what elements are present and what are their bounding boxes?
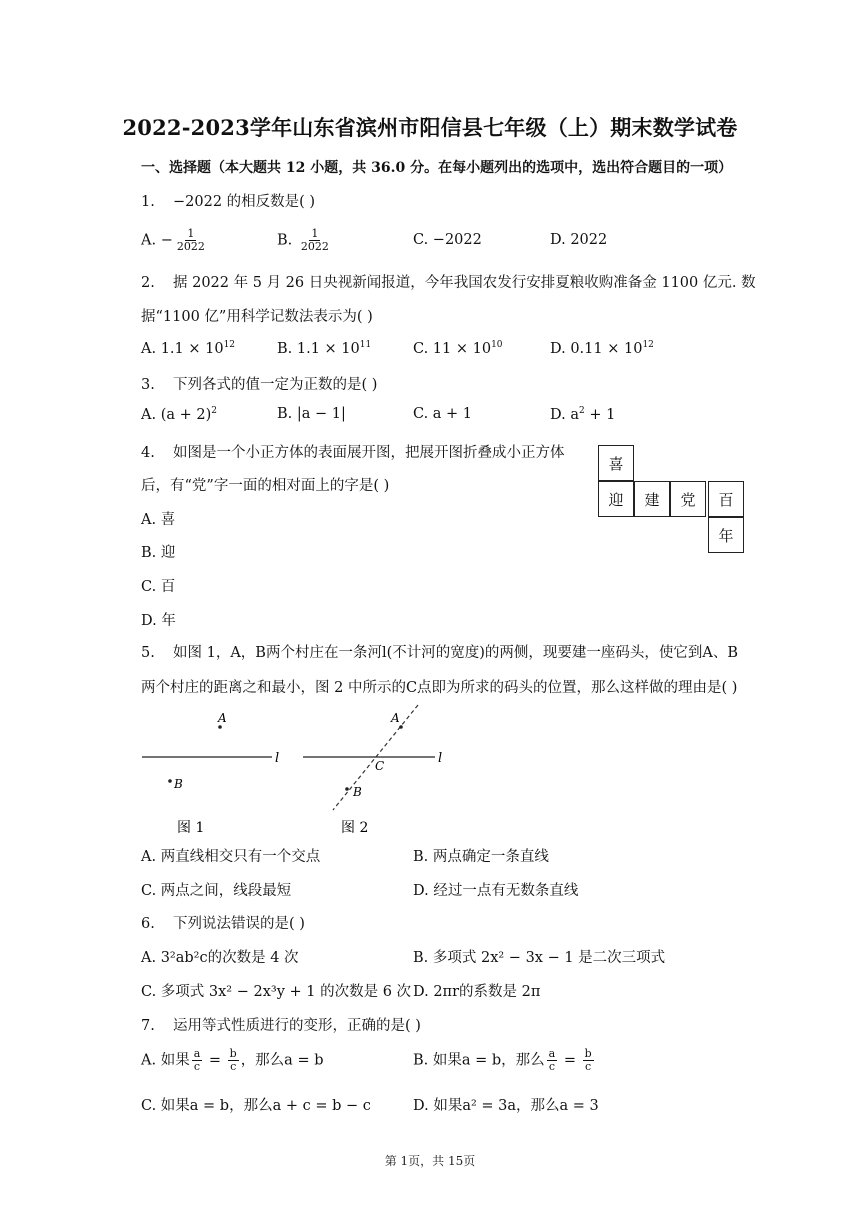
fraction (228, 1048, 239, 1073)
question-number: 2. (141, 275, 155, 291)
question-6 (141, 912, 305, 933)
option-a[interactable] (141, 228, 209, 253)
question-stem-line2: 据“1100 亿”用科学记数法表示为( ) (141, 309, 373, 325)
numerator: b (584, 1047, 592, 1060)
exponent: 10 (491, 340, 503, 350)
net-cell-dang: 党 (670, 481, 706, 517)
option-text-rest: + 1 (584, 406, 616, 423)
question-2 (141, 271, 756, 292)
question-4 (141, 441, 565, 462)
section-heading: 一、选择题（本大题共 12 小题，共 36.0 分。在每小题列出的选项中，选出符合题目的一项） (141, 160, 733, 176)
question-7 (141, 1014, 421, 1035)
option-b[interactable]: B. |a − 1| (277, 406, 346, 422)
option-label: A. − (141, 232, 173, 249)
net-cell-ying: 迎 (598, 481, 634, 517)
question-stem-line1: 据 2022 年 5 月 26 日央视新闻报道，今年我国农发行安排夏粮收购准备金 1100 亿元. 数 (173, 275, 756, 291)
net-cell-nian: 年 (708, 517, 744, 553)
fig1-label-l: l (275, 751, 280, 766)
denominator: c (193, 1060, 201, 1073)
denominator: c (585, 1060, 592, 1073)
question-stem: 下列各式的值一定为正数的是( ) (173, 377, 378, 393)
fig2-caption: 图 2 (341, 820, 369, 836)
option-b[interactable] (277, 340, 371, 357)
option-d[interactable]: D. 年 (141, 613, 176, 629)
option-d[interactable]: D. 如果a² = 3a，那么a = 3 (413, 1098, 599, 1114)
equals: = (559, 1052, 581, 1069)
question-number: 1. (141, 194, 155, 210)
question-number: 6. (141, 916, 155, 932)
option-a[interactable] (141, 406, 217, 423)
fig2-label-l: l (438, 751, 443, 766)
numerator: b (229, 1047, 237, 1060)
option-text: D. 0.11 × 10 (550, 340, 643, 357)
exponent: 12 (223, 340, 236, 350)
page-title: 2022-2023学年山东省滨州市阳信县七年级（上）期末数学试卷 (122, 115, 738, 140)
net-cell-jian: 建 (634, 481, 670, 517)
question-stem-line2: 后，有“党”字一面的相对面上的字是( ) (141, 478, 390, 494)
option-d[interactable] (550, 406, 615, 423)
net-cell-bai: 百 (708, 481, 744, 517)
option-a[interactable]: A. 两直线相交只有一个交点 (141, 849, 321, 865)
fig2-label-a: A (391, 711, 400, 725)
exponent: 2 (578, 406, 585, 416)
option-label: B. (277, 232, 297, 249)
question-stem: −2022 的相反数是( ) (173, 194, 316, 210)
option-d[interactable]: D. 2022 (550, 232, 608, 248)
question-stem-line2: 两个村庄的距离之和最小，图 2 中所示的C点即为所求的码头的位置，那么这样做的理由是( ) (141, 680, 738, 696)
denominator: c (230, 1060, 237, 1073)
fraction (547, 1048, 558, 1073)
question-5 (141, 641, 738, 662)
question-number: 7. (141, 1018, 155, 1034)
fraction (583, 1048, 594, 1073)
denominator: 2022 (176, 240, 205, 253)
question-3 (141, 373, 377, 394)
option-b[interactable] (413, 1048, 596, 1073)
question-number: 5. (141, 645, 155, 661)
fig1-point-b (168, 779, 172, 783)
numerator: 1 (187, 227, 195, 240)
numerator: a (548, 1047, 556, 1060)
numerator: a (193, 1047, 201, 1060)
option-c[interactable] (413, 340, 503, 357)
numerator: 1 (311, 227, 319, 240)
question-number: 3. (141, 377, 155, 393)
fraction (299, 228, 331, 253)
question-stem: 下列说法错误的是( ) (173, 916, 305, 932)
option-c[interactable]: C. 多项式 3x² − 2x³y + 1 的次数是 6 次 (141, 984, 412, 1000)
option-text: D. a (550, 406, 579, 423)
option-c[interactable]: C. −2022 (413, 232, 482, 248)
fig2-point-b (345, 787, 349, 791)
option-b[interactable]: B. 两点确定一条直线 (413, 849, 549, 865)
option-text: C. 11 × 10 (413, 340, 492, 357)
question-stem: 运用等式性质进行的变形，正确的是( ) (173, 1018, 421, 1034)
river-figures (135, 700, 455, 840)
exponent: 2 (211, 406, 217, 416)
fig1-point-a (218, 725, 222, 729)
exponent: 11 (359, 340, 372, 350)
fig1-caption: 图 1 (177, 820, 205, 836)
option-c[interactable]: C. a + 1 (413, 406, 473, 422)
option-text: B. 如果a = b，那么 (413, 1052, 545, 1069)
fig2-label-c: C (375, 759, 385, 773)
fig1-label-b: B (174, 777, 183, 791)
exponent: 12 (642, 340, 654, 350)
option-d[interactable]: D. 经过一点有无数条直线 (413, 883, 579, 899)
option-c[interactable]: C. 两点之间，线段最短 (141, 883, 292, 899)
option-text: A. (a + 2) (141, 406, 212, 423)
option-c[interactable]: C. 百 (141, 579, 176, 595)
fraction (175, 228, 207, 253)
fig2-point-a (399, 725, 403, 729)
denominator: c (548, 1060, 556, 1073)
option-a[interactable] (141, 340, 235, 357)
equals: = (204, 1052, 226, 1069)
option-text: A. 如果 (141, 1052, 190, 1069)
question-stem-line1: 如图是一个小正方体的表面展开图，把展开图折叠成小正方体 (173, 445, 565, 461)
question-number: 4. (141, 445, 155, 461)
option-b[interactable]: B. 多项式 2x² − 3x − 1 是二次三项式 (413, 950, 666, 966)
question-stem-line1: 如图 1，A，B两个村庄在一条河l(不计河的宽度)的两侧，现要建一座码头，使它到A、B (173, 645, 739, 661)
option-text-rest: ，那么a = b (240, 1052, 324, 1069)
page-footer: 第 1页，共 15页 (384, 1154, 476, 1168)
fig1-label-a: A (218, 711, 227, 725)
option-text: B. 1.1 × 10 (277, 340, 360, 357)
option-a[interactable]: A. 3²ab²c的次数是 4 次 (141, 950, 299, 966)
option-b[interactable] (277, 228, 333, 253)
option-c[interactable]: C. 如果a = b，那么a + c = b − c (141, 1098, 371, 1114)
denominator: 2022 (300, 240, 329, 253)
option-d[interactable]: D. 2πr的系数是 2π (413, 984, 541, 1000)
fraction (192, 1048, 203, 1073)
option-a[interactable] (141, 1048, 323, 1073)
net-cell-xi: 喜 (598, 445, 634, 481)
option-text: A. 1.1 × 10 (141, 340, 224, 357)
option-b[interactable]: B. 迎 (141, 545, 176, 561)
fig2-label-b: B (353, 785, 362, 799)
option-d[interactable] (550, 340, 654, 357)
question-1 (141, 190, 315, 211)
option-a[interactable]: A. 喜 (141, 512, 176, 528)
